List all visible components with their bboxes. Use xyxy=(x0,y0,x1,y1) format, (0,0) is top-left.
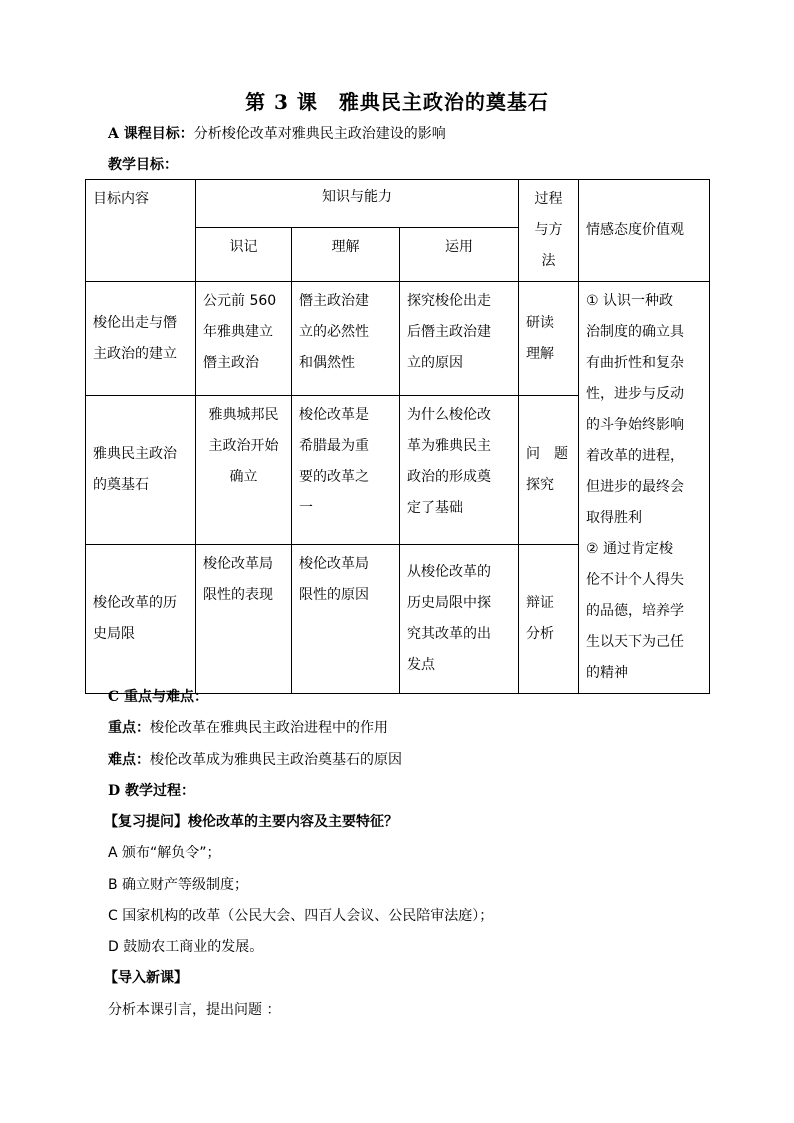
row3-goal-cell: 梭伦改革的历 史局限 xyxy=(86,545,196,694)
list-item: A 颁布“解负令”； xyxy=(108,845,221,861)
header-goal-cell: 目标内容 xyxy=(86,180,196,282)
list-item: C 国家机构的改革（公民大会、四百人会议、公民陪审法庭）； xyxy=(108,908,494,924)
goals-table xyxy=(85,179,710,694)
row2-understand-cell: 梭伦改革是 希腊最为重 要的改革之 一 xyxy=(292,396,400,545)
header-apply-cell: 运用 xyxy=(400,228,519,282)
list-item: B 确立财产等级制度； xyxy=(108,877,249,893)
header-process-cell: 过程 与方 法 xyxy=(519,180,579,282)
table-row xyxy=(86,282,710,396)
row2-remember-cell: 雅典城邦民 主政治开始 确立 xyxy=(196,396,292,545)
course-goal-text: 分析梭伦改革对雅典民主政治建设的影响 xyxy=(193,126,446,142)
key-point-line xyxy=(108,718,388,738)
row1-process-cell: 研读 理解 xyxy=(519,282,579,396)
course-goal-label: A 课程目标： xyxy=(108,126,194,142)
row2-process-cell: 问 题 探究 xyxy=(519,396,579,545)
row2-goal-cell: 雅典民主政治 的奠基石 xyxy=(86,396,196,545)
emotion-cell: ① 认识一种政 治制度的确立具 有曲折性和复杂 性，进步与反动 的斗争始终影响 着改革的进程， 但进步的最终会 取得胜利 ② 通过肯定梭 伦不计个人得失 的品德，培养学 生以天下为己任 的精神 xyxy=(579,282,710,694)
key-point-text: 梭伦改革在雅典民主政治进程中的作用 xyxy=(150,720,388,736)
header-understand-cell: 理解 xyxy=(292,228,400,282)
teaching-goals-heading: 教学目标： xyxy=(108,157,178,173)
header-knowledge-cell: 知识与能力 xyxy=(196,180,519,228)
row3-understand-cell: 梭伦改革局 限性的原因 xyxy=(292,545,400,694)
lesson-title: 第 3 课 雅典民主政治的奠基石 xyxy=(245,90,549,114)
table-header-row-1 xyxy=(86,180,710,228)
row3-apply-cell: 从梭伦改革的 历史局限中探 究其改革的出 发点 xyxy=(400,545,519,694)
row1-goal-cell: 梭伦出走与僭 主政治的建立 xyxy=(86,282,196,396)
row3-process-cell: 辩证 分析 xyxy=(519,545,579,694)
header-remember-cell: 识记 xyxy=(196,228,292,282)
difficulty-text: 梭伦改革成为雅典民主政治奠基石的原因 xyxy=(150,752,402,768)
section-c-heading: C 重点与难点： xyxy=(108,689,209,705)
list-item: D 鼓励农工商业的发展。 xyxy=(108,939,264,955)
course-goal-line xyxy=(108,124,446,144)
header-emotion-cell: 情感态度价值观 xyxy=(579,180,710,282)
intro-heading: 【导入新课】 xyxy=(104,970,188,986)
difficulty-line xyxy=(108,750,402,770)
row2-apply-cell: 为什么梭伦改 革为雅典民主 政治的形成奠 定了基础 xyxy=(400,396,519,545)
review-question: 【复习提问】梭伦改革的主要内容及主要特征？ xyxy=(104,814,398,830)
row1-understand-cell: 僭主政治建 立的必然性 和偶然性 xyxy=(292,282,400,396)
row1-apply-cell: 探究梭伦出走 后僭主政治建 立的原因 xyxy=(400,282,519,396)
analysis-line: 分析本课引言，提出问题 ： xyxy=(108,1002,281,1018)
row3-remember-cell: 梭伦改革局 限性的表现 xyxy=(196,545,292,694)
difficulty-label: 难点： xyxy=(108,752,150,768)
section-d-heading: D 教学过程： xyxy=(108,783,196,799)
key-point-label: 重点： xyxy=(108,720,150,736)
row1-remember-cell: 公元前 560 年雅典建立 僭主政治 xyxy=(196,282,292,396)
